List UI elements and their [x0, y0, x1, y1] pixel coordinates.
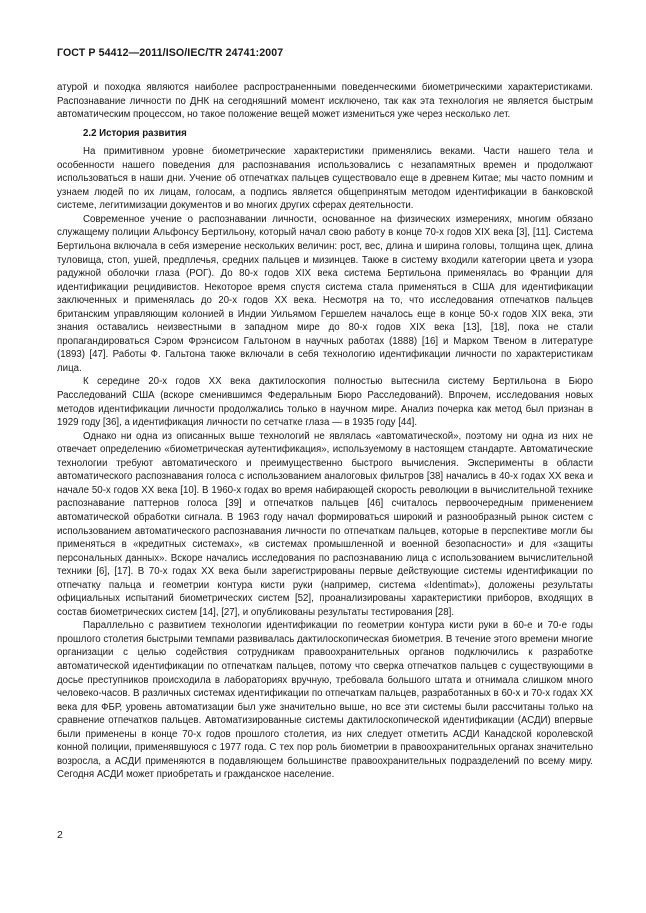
paragraph: Современное учение о распознавании личности, основанное на физических измерениях, многим обязано служащему полиции Альфонсу Бертильону, который начал свою работу в конце 70-х годов XIX века [3], [11]. Система Бертильона включала в себя измерение нескольких величин: рост, вес, длина и ширина головы, толщина щек, длина туловища, стоп, ушей, предплечья, средних пальцев и мизинцев. Также в систему входили категории цвета и узора радужной оболочки глаза (РОГ). До 80-х годов XIX века система Бертильона применялась во Франции для идентификации рецидивистов. Некоторое время спустя система стала применяться в США для идентификации заключенных и применялась до 20-х годов XX века. Несмотря на то, что исследования отпечатков пальцев британским управляющим колонией в Индии Уильямом Гершелем началось еще в конце 50-х годов XIX века, эти знания оставались неизвестными в западном мире до 80-х годов XIX века [13], [18], пока не стали пропагандироваться Сэром Фрэнсисом Гальтоном в научных работах (1888) [16] и Марком Твеном в литературе (1893) [47]. Работы Ф. Гальтона также включали в себя технологию идентификации личности по характеристикам лица. [57, 213, 593, 374]
paragraph: Параллельно с развитием технологии идентификации по геометрии контура кисти руки в 60-е и 70-е годы прошлого столетия быстрыми темпами развивалась дактилоскопическая биометрия. В течение этого времени многие организации с целью содействия сотрудникам правоохранительных органов подключились к разработке автоматической идентификации по отпечаткам пальцев, потому что сверка отпечатков пальцев с существующими в досье преступников происходила в лабораториях вручную, требовала большого штата и отнимала слишком много человеко-часов. В различных системах идентификации по отпечаткам пальцев, разработанных в 60-х и 70-х годах XX века для ФБР, уровень автоматизации был уже значительно выше, но все эти системы были рассчитаны только на сравнение отпечатков пальцев. Автоматизированные системы дактилоскопической идентификации (АСДИ) впервые были применены в конце 70-х годов прошлого столетия, из них следует отметить АСДИ Канадской королевской конной полиции, применявшуюся с 1977 года. С тех пор роль биометрии в правоохранительных органах значительно возросла, а АСДИ применяются в подавляющем большинстве правоохранительных подразделений по всему миру. Сегодня АСДИ может приобретать и гражданское население. [57, 620, 593, 781]
paragraph: Однако ни одна из описанных выше технологий не являлась «автоматической», поэтому ни одна из них не отвечает определению «биометрическая аутентификация», используемому в настоящем стандарте. Автоматические технологии требуют автоматического и преимущественно быстрого вычисления. Эксперименты в области автоматического распознавания голоса с использованием аналоговых фильтров [38] начались в 40-х годах XX века и начале 50-х годов XX века [10]. В 1960-х годах во время набирающей скорость революции в вычислительной технике распознавание паттернов голоса [39] и отпечатков пальцев [46] считалось первоочередным применением автоматической обработки сигнала. В 1963 году начал формироваться широкий и разнообразный рынок систем с использованием автоматического распознавания личности по отпечаткам пальцев, которые в перспективе могли бы применяться в «кредитных системах», «в системах промышленной и военной безопасности» и для «защиты персональных данных». Вскоре начались исследования по распознаванию лица с использованием вычислительной техники [6], [17]. В 70-х годах XX века были зарегистрированы первые действующие системы идентификации по отпечатку пальца и геометрии контура кисти руки (например, система «Identimat»), доложены результаты официальных испытаний биометрических систем [52], проанализированы характеристики приборов, входящих в состав биометрических систем [14], [27], и опубликованы результаты тестирования [28]. [57, 430, 593, 618]
body-text [57, 81, 593, 782]
paragraph-continued: атурой и походка являются наиболее распространенными поведенческими биометрическими характеристиками. Распознавание личности по ДНК на сегодняшний момент исключено, так как эта технология не является быстрым автоматическим процессом, но такое положение вещей может измениться уже через несколько лет. [57, 82, 593, 121]
paragraph: К середине 20-х годов XX века дактилоскопия полностью вытеснила систему Бертильона в Бюро Расследований США (вскоре сменившимся Федеральным Бюро Расследований). Впрочем, исследования новых методов идентификации личности продолжались только в научном мире. Анализ почерка как метод был признан в 1929 году [36], а идентификация личности по сетчатке глаза — в 1935 году [44]. [57, 376, 593, 429]
section-title: 2.2 История развития [83, 127, 187, 139]
paragraph: На примитивном уровне биометрические характеристики применялись веками. Части нашего тела и особенности нашего поведения для распознавания использовались с незапамятных времен и продолжают использоваться в наши дни. Учение об отпечатках пальцев существовало еще в древнем Китае; мы часто помним и узнаем людей по их лицам, голосам, а подпись является общепринятым методом идентификации в банковской системе, легитимизации документов и во многих других сферах деятельности. [57, 146, 593, 212]
page-number: 2 [57, 829, 63, 841]
document-header: ГОСТ Р 54412—2011/ISO/IEC/TR 24741:2007 [57, 47, 284, 59]
